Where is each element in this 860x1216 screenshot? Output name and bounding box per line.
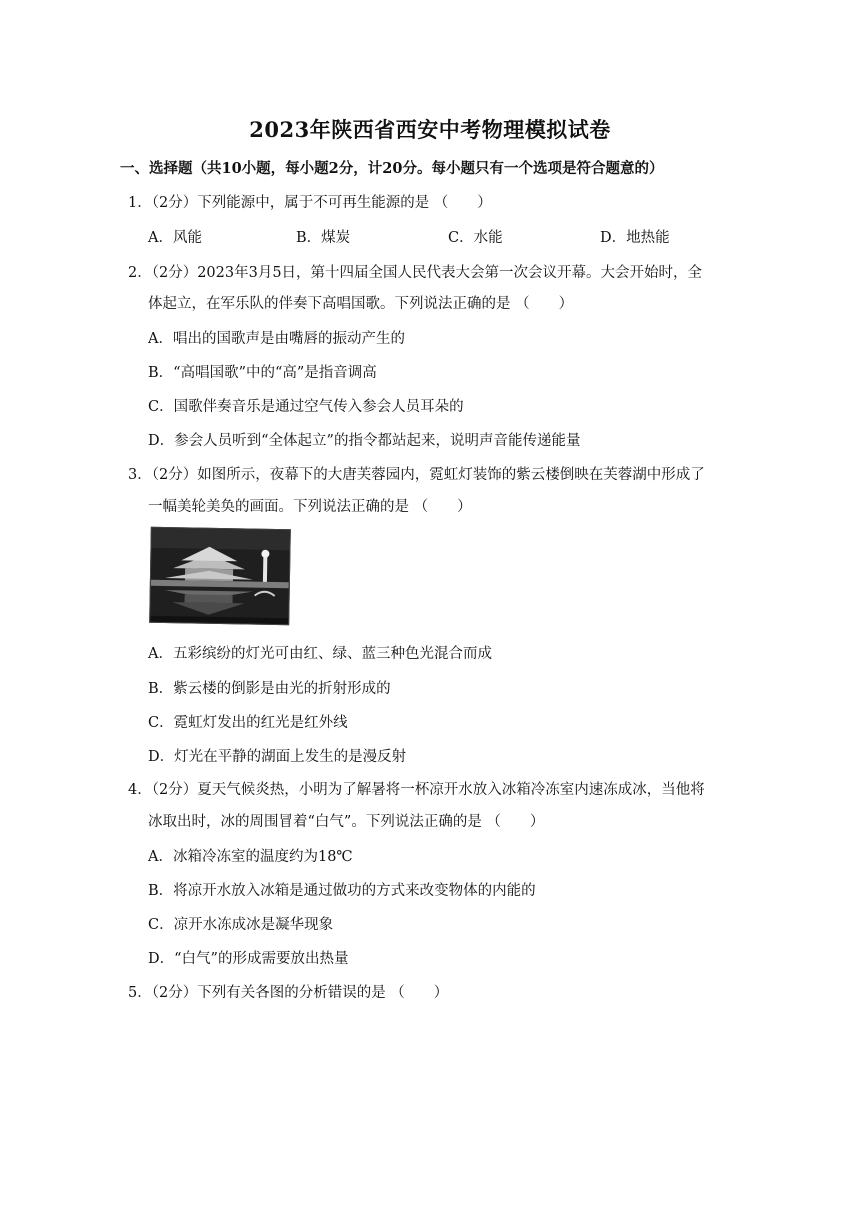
question-4-stem-cont: 冰取出时，冰的周围冒着“白气”。下列说法正确的是 （ ） [148, 814, 545, 830]
question-3-option-b: B．紫云楼的倒影是由光的折射形成的 [148, 681, 391, 697]
question-2-stem-cont: 体起立，在军乐队的伴奏下高唱国歌。下列说法正确的是 （ ） [148, 296, 574, 312]
question-1-stem: 1．（2分）下列能源中，属于不可再生能源的是 （ ） [128, 195, 492, 211]
option-b: B．煤炭 [296, 230, 351, 246]
question-3-option-d: D．灯光在平静的湖面上发生的是漫反射 [148, 749, 407, 765]
question-4-stem: 4．（2分）夏天气候炎热，小明为了解暑将一杯凉开水放入冰箱冷冻室内速冻成冰，当他将 [128, 782, 705, 798]
exam-title: 2023年陕西省西安中考物理模拟试卷 [249, 117, 611, 142]
question-2-option-d: D．参会人员听到“全体起立”的指令都站起来，说明声音能传递能量 [148, 433, 581, 449]
pavilion-illustration [150, 528, 290, 624]
option-c: C．水能 [448, 230, 503, 246]
option-a: A．风能 [148, 230, 202, 246]
question-3-stem: 3．（2分）如图所示，夜幕下的大唐芙蓉园内，霓虹灯装饰的紫云楼倒映在芙蓉湖中形成了 [128, 467, 705, 483]
question-5-stem: 5．（2分）下列有关各图的分析错误的是 （ ） [128, 985, 449, 1001]
section-heading: 一、选择题（共10小题，每小题2分，计20分。每小题只有一个选项是符合题意的） [120, 160, 664, 177]
option-d: D．地热能 [600, 230, 670, 246]
question-4-option-a: A．冰箱冷冻室的温度约为18℃ [148, 849, 353, 865]
question-4-option-b: B．将凉开水放入冰箱是通过做功的方式来改变物体的内能的 [148, 883, 536, 899]
question-3-stem-cont: 一幅美轮美奂的画面。下列说法正确的是 （ ） [148, 499, 472, 515]
night-pavilion-photo [149, 527, 291, 625]
question-3-option-c: C．霓虹灯发出的红光是红外线 [148, 715, 348, 731]
question-4-option-c: C．凉开水冻成冰是凝华现象 [148, 917, 334, 933]
question-2-stem: 2．（2分）2023年3月5日，第十四届全国人民代表大会第一次会议开幕。大会开始时，全 [128, 265, 703, 281]
question-2-option-a: A．唱出的国歌声是由嘴唇的振动产生的 [148, 331, 405, 347]
question-3-option-a: A．五彩缤纷的灯光可由红、绿、蓝三种色光混合而成 [148, 646, 492, 662]
question-2-option-c: C．国歌伴奏音乐是通过空气传入参会人员耳朵的 [148, 399, 464, 415]
question-4-option-d: D．“白气”的形成需要放出热量 [148, 951, 349, 967]
question-2-option-b: B．“高唱国歌”中的“高”是指音调高 [148, 365, 377, 381]
